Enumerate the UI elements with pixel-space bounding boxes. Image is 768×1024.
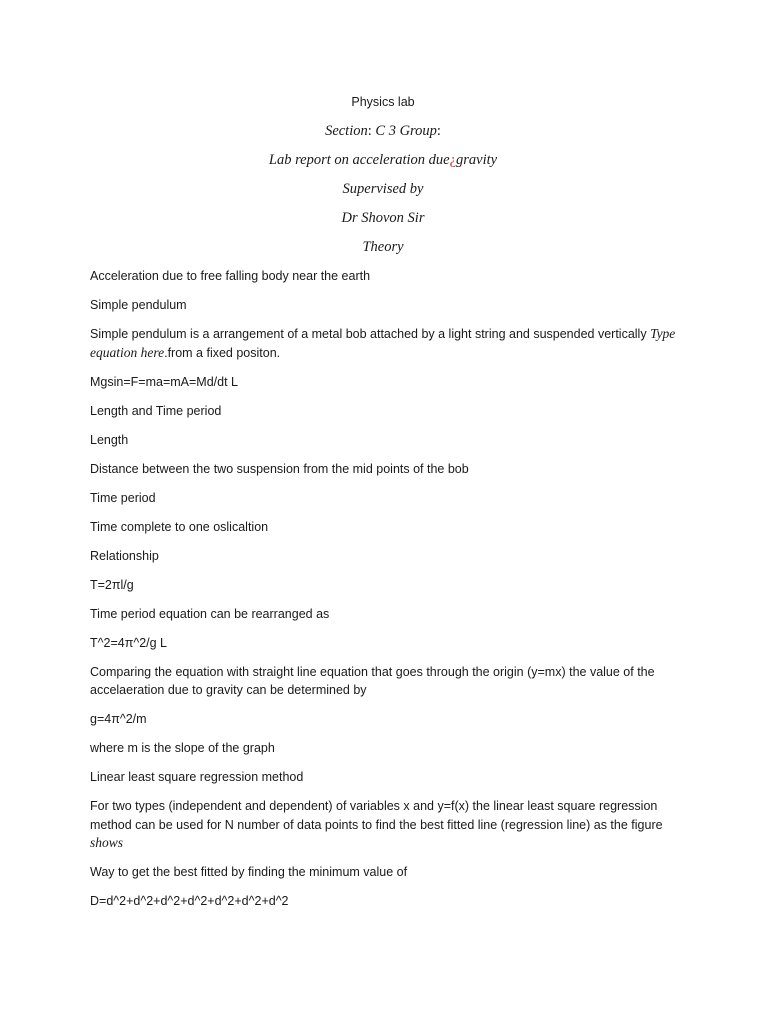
theory-heading: Theory xyxy=(362,239,404,255)
report-title-line xyxy=(90,151,676,169)
report-title-post: gravity xyxy=(456,152,498,168)
section-group-line xyxy=(90,122,676,140)
paragraph-time-period-heading: Time period xyxy=(90,490,156,505)
paragraph-relationship-heading: Relationship xyxy=(90,548,159,563)
paragraph-comparison: Comparing the equation with straight line equation that goes through the origin (y=mx) the value of the accelaeration due to gravity can be determined by xyxy=(90,664,655,697)
document-title: Physics lab xyxy=(351,95,415,109)
paragraph-force-equation: Mgsin=F=ma=mA=Md/dt L xyxy=(90,374,238,389)
paragraph-simple-pendulum-heading: Simple pendulum xyxy=(90,298,187,312)
report-title-pre: Lab report on acceleration due xyxy=(268,152,450,168)
pendulum-desc-tail: .from a fixed positon. xyxy=(164,345,281,360)
paragraph-slope-note: where m is the slope of the graph xyxy=(90,741,275,755)
paragraph-rearranged-formula: T^2=4π^2/g L xyxy=(90,635,167,650)
pendulum-desc-text: Simple pendulum is a arrangement of a metal bob attached by a light string and suspended vertically xyxy=(90,327,647,341)
paragraph-simple-pendulum-desc xyxy=(90,325,685,362)
paragraph-period-formula: T=2πl/g xyxy=(90,577,134,592)
paragraph-time-period-def: Time complete to one oslicaltion xyxy=(90,519,269,534)
group-colon: : xyxy=(436,123,441,139)
paragraph-d-formula: D=d^2+d^2+d^2+d^2+d^2+d^2+d^2 xyxy=(90,894,289,908)
document-page xyxy=(90,93,690,921)
inverted-question-glyph: ¿ xyxy=(449,152,457,168)
section-colon: : xyxy=(367,123,372,139)
paragraph-minimum-value: Way to get the best fitted by finding the minimum value of xyxy=(90,865,408,879)
regression-desc-text: For two types (independent and dependent) of variables x and y=f(x) the linear least square regression method can be used for N number of data points to find the best fitted line (regression line) as the figure xyxy=(90,799,663,832)
paragraph-acceleration: Acceleration due to free falling body near the earth xyxy=(90,269,371,283)
paragraph-rearranged-intro: Time period equation can be rearranged as xyxy=(90,606,330,621)
paragraph-length-def: Distance between the two suspension from the mid points of the bob xyxy=(90,461,469,476)
equation-placeholder[interactable]: Type equation here xyxy=(90,326,676,360)
paragraph-regression-heading: Linear least square regression method xyxy=(90,770,304,784)
paragraph-regression-desc xyxy=(90,797,685,853)
paragraph-length-heading: Length xyxy=(90,432,129,447)
paragraph-length-time-heading: Length and Time period xyxy=(90,403,222,418)
supervised-line: Supervised by xyxy=(342,181,424,197)
paragraph-gravity-formula: g=4π^2/m xyxy=(90,712,147,726)
section-value: C 3 xyxy=(375,123,396,139)
group-label: Group xyxy=(399,123,437,139)
regression-desc-tail: shows xyxy=(90,835,124,850)
supervisor-line: Dr Shovon Sir xyxy=(341,210,425,226)
section-label: Section xyxy=(325,123,368,139)
